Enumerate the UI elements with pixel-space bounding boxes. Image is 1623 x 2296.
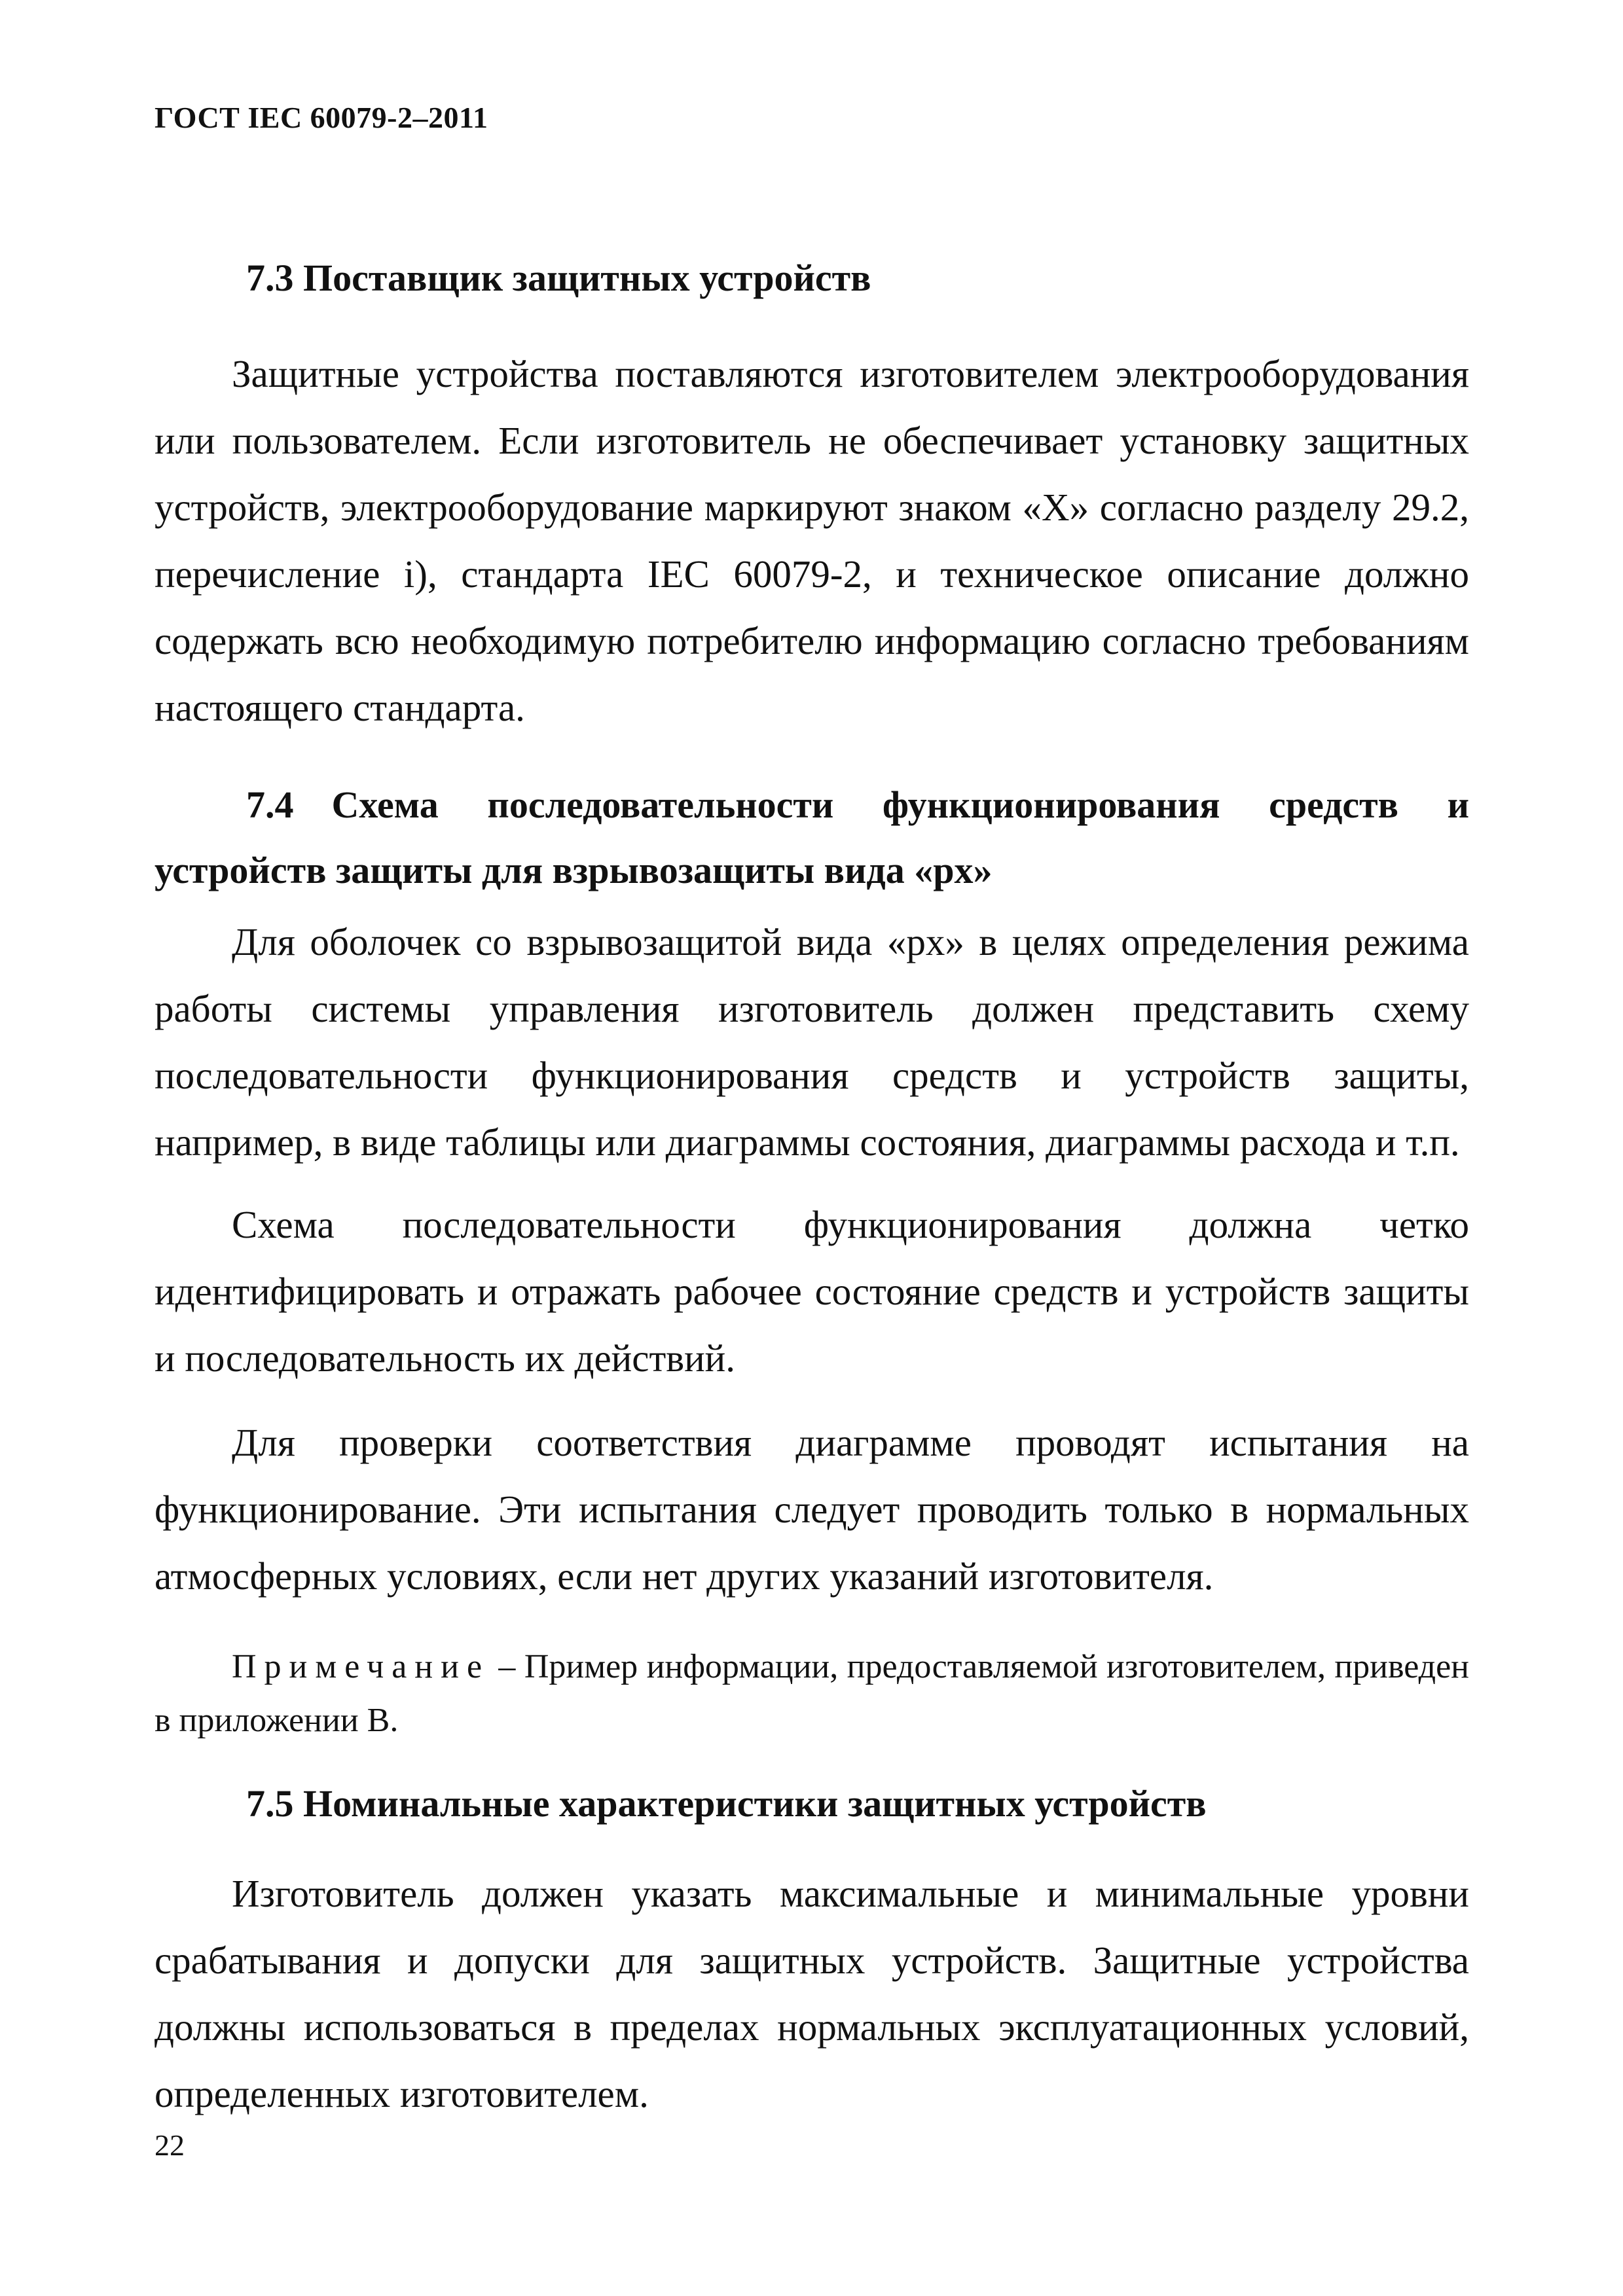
- note-text: – Пример информации, предоставляемой изготовителем, приведен в приложении B.: [155, 1648, 1469, 1739]
- section-7-3-paragraph-1: Защитные устройства поставляются изготовителем электрооборудования или пользователем. Если изготовитель не обеспечивает установку защитных устройств, электрооборудование маркируют знаком «X» согласно разделу 29.2, перечисление i), стандарта IEC 60079-2, и техническое описание должно содержать всю необходимую потребителю информацию согласно требованиям настоящего стандарта.: [155, 352, 1469, 729]
- section-7-3-heading: 7.3 Поставщик защитных устройств: [246, 257, 871, 299]
- section-7-5-heading: 7.5 Номинальные характеристики защитных устройств: [246, 1782, 1207, 1825]
- section-7-4-note: [155, 1640, 1469, 1748]
- section-7-4-heading: 7.4 Схема последовательности функционирования средств и устройств защиты для взрывозащиты вида «px»: [155, 783, 1469, 891]
- page-number: 22: [155, 2128, 185, 2162]
- standard-header: ГОСТ IEC 60079-2–2011: [155, 101, 488, 134]
- section-7-4-paragraph-1: Для оболочек со взрывозащитой вида «px» в целях определения режима работы системы управления изготовитель должен представить схему последовательности функционирования средств и устройств защиты, например, в виде таблицы или диаграммы состояния, диаграммы расхода и т.п.: [155, 920, 1469, 1164]
- section-7-4-paragraph-2: Схема последовательности функционирования должна четко идентифицировать и отражать рабочее состояние средств и устройств защиты и последовательность их действий.: [155, 1203, 1469, 1380]
- note-label: Примечание: [232, 1648, 490, 1685]
- section-7-4-paragraph-3: Для проверки соответствия диаграмме проводят испытания на функционирование. Эти испытания следует проводить только в нормальных атмосферных условиях, если нет других указаний изготовителя.: [155, 1421, 1469, 1598]
- section-7-5-paragraph-1: Изготовитель должен указать максимальные и минимальные уровни срабатывания и допуски для защитных устройств. Защитные устройства должны использоваться в пределах нормальных эксплуатационных условий, определенных изготовителем.: [155, 1872, 1469, 2115]
